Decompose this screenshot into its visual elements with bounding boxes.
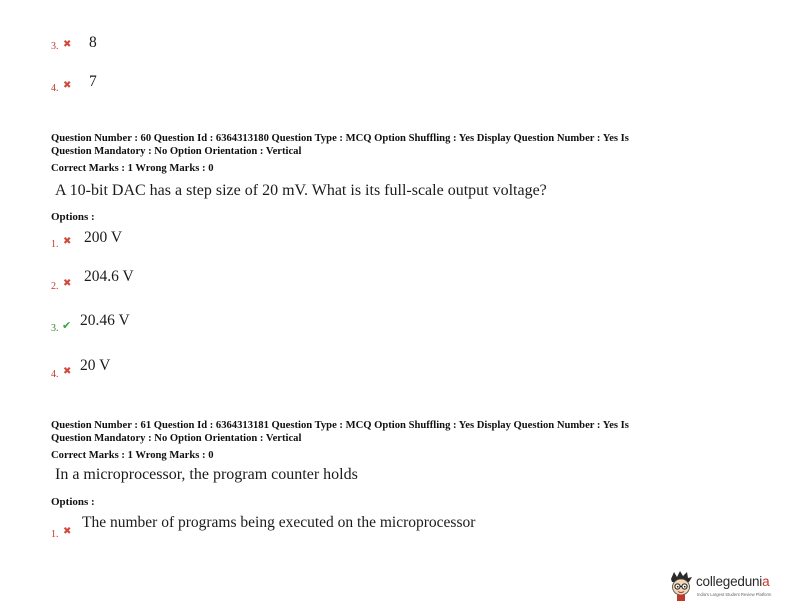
option-text: 200 V xyxy=(84,229,123,246)
question-marks: Correct Marks : 1 Wrong Marks : 0 xyxy=(51,450,214,461)
options-label: Options : xyxy=(51,211,95,223)
question-meta-line2: Question Mandatory : No Option Orientation : Vertical xyxy=(51,146,302,157)
question-meta-line2: Question Mandatory : No Option Orientation : Vertical xyxy=(51,433,302,444)
option-number: 1. xyxy=(51,239,59,250)
option-number: 3. xyxy=(51,323,59,334)
wrong-mark-icon: ✖ xyxy=(63,80,72,91)
question-marks: Correct Marks : 1 Wrong Marks : 0 xyxy=(51,163,214,174)
question-text: In a microprocessor, the program counter holds xyxy=(55,466,358,483)
option-number: 1. xyxy=(51,529,59,540)
collegedunia-logo xyxy=(668,570,786,604)
option-number: 4. xyxy=(51,369,59,380)
correct-check-icon: ✔ xyxy=(62,319,72,332)
mascot-icon xyxy=(668,570,694,602)
option-text: 20.46 V xyxy=(80,312,130,329)
option-number: 2. xyxy=(51,281,59,292)
option-text: 204.6 V xyxy=(84,268,134,285)
option-number: 4. xyxy=(51,83,59,94)
question-meta-line1: Question Number : 60 Question Id : 6364313180 Question Type : MCQ Option Shuffling : Yes Display Question Number : Yes Is xyxy=(51,133,629,144)
wrong-mark-icon: ✖ xyxy=(63,236,72,247)
wrong-mark-icon: ✖ xyxy=(63,39,72,50)
question-meta-line1: Question Number : 61 Question Id : 6364313181 Question Type : MCQ Option Shuffling : Yes Display Question Number : Yes Is xyxy=(51,420,629,431)
option-text: The number of programs being executed on the microprocessor xyxy=(82,514,476,531)
option-number: 3. xyxy=(51,41,59,52)
option-text: 8 xyxy=(89,34,97,51)
wrong-mark-icon: ✖ xyxy=(63,526,72,537)
logo-wordmark: collegedunia xyxy=(696,574,770,589)
logo-tagline: India's Largest Student Review Platform xyxy=(697,592,772,597)
options-label: Options : xyxy=(51,496,95,508)
option-text: 7 xyxy=(89,73,97,90)
wrong-mark-icon: ✖ xyxy=(63,278,72,289)
question-text: A 10-bit DAC has a step size of 20 mV. What is its full-scale output voltage? xyxy=(55,182,547,199)
wrong-mark-icon: ✖ xyxy=(63,366,72,377)
option-text: 20 V xyxy=(80,357,111,374)
